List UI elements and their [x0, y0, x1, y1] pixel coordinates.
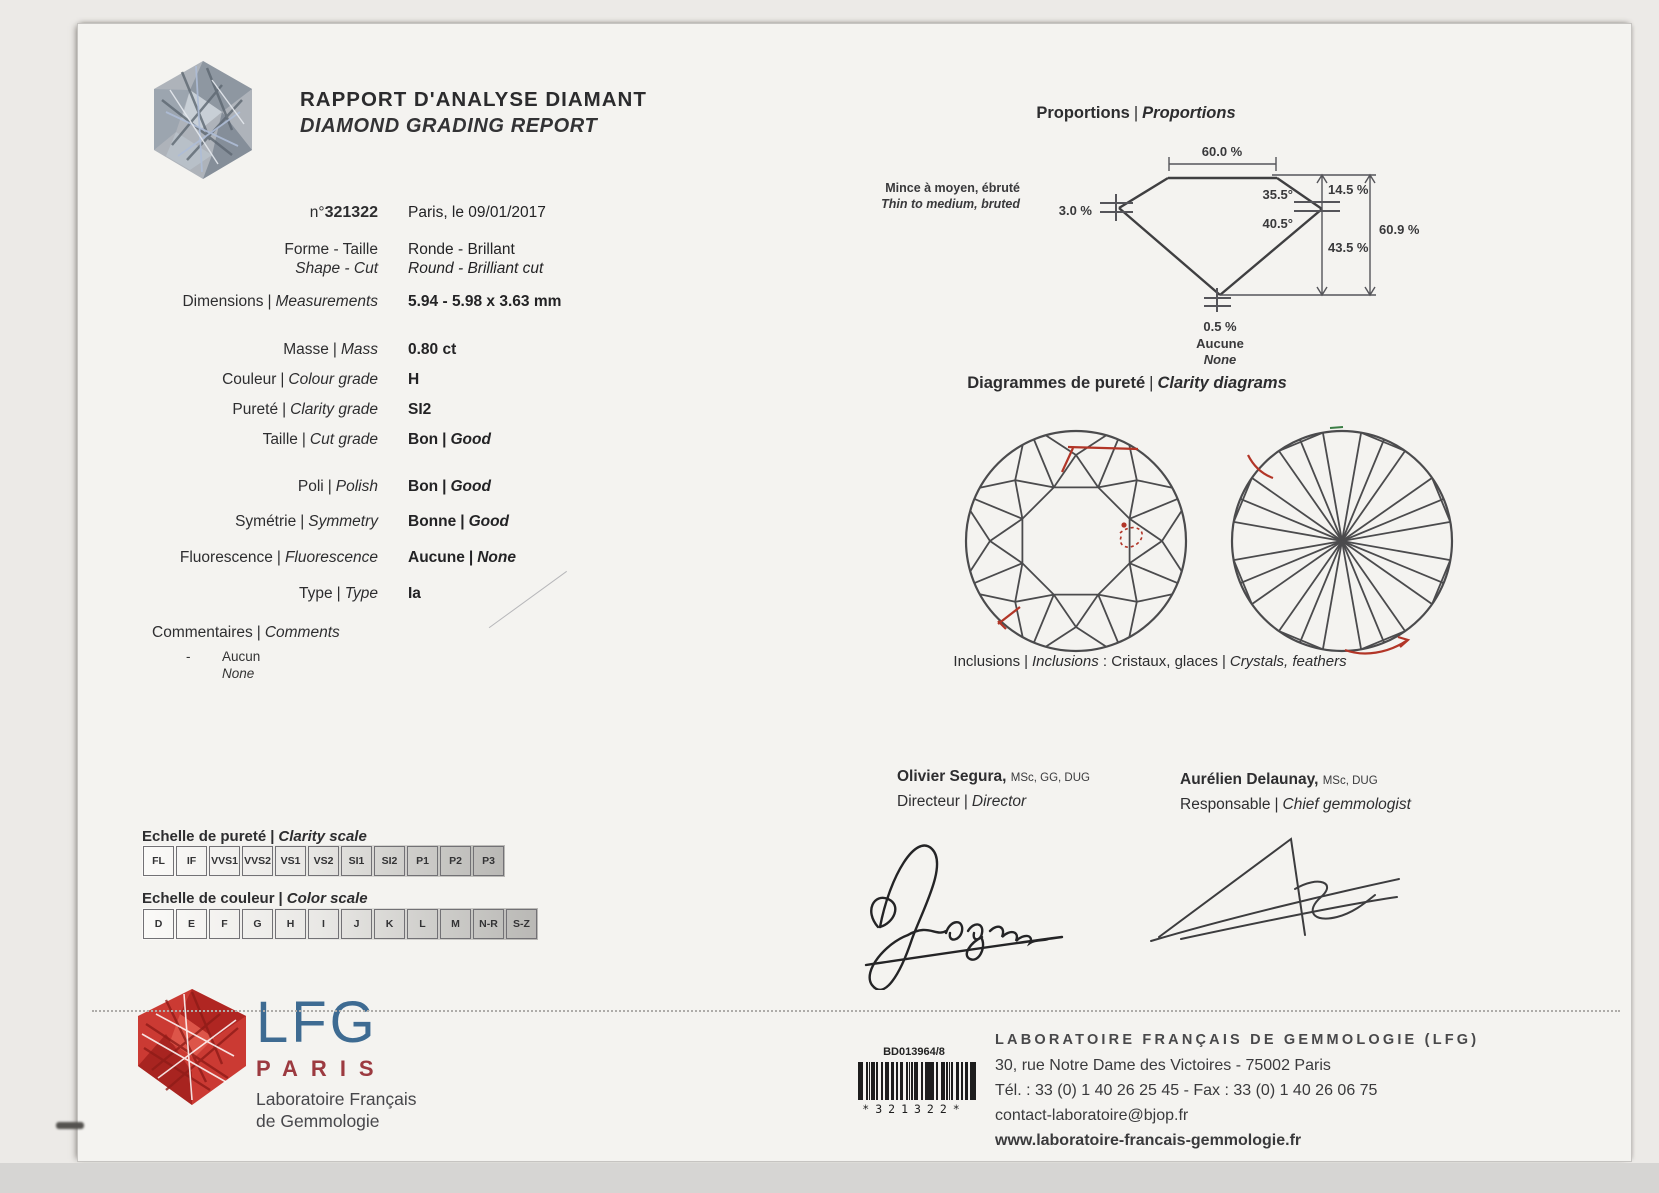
cut-label: Taille | Cut grade [262, 431, 378, 448]
symmetry-value: Bonne | Good [408, 513, 510, 530]
crown-height-label: 14.5 % [1328, 182, 1369, 197]
color-grade-cell: M [440, 909, 471, 939]
pavilion-view-diagram [1232, 427, 1452, 653]
signature-segura [850, 815, 1080, 990]
clarity-grade-cell: FL [143, 846, 174, 876]
lfg-wordmark: LFG [256, 990, 378, 1055]
report-date: Paris, le 09/01/2017 [408, 204, 546, 221]
color-grade-cell: H [275, 909, 306, 939]
girdle-desc-fr: Mince à moyen, ébruté [885, 181, 1020, 195]
cut-row [78, 430, 718, 449]
symmetry-row [78, 512, 718, 531]
clarity-label: Pureté | Clarity grade [232, 401, 378, 418]
inclusions-caption: Inclusions | Inclusions : Cristaux, glaces | Crystals, feathers [953, 653, 1347, 670]
report-page [78, 24, 1631, 1161]
shape-label: Forme - Taille Shape - Cut [284, 241, 378, 277]
shape-value: Ronde - Brillant Round - Brilliant cut [408, 241, 544, 277]
lab-contact-info [995, 1028, 1479, 1153]
table-size-label: 60.0 % [1201, 144, 1243, 159]
color-grade-cell: S-Z [506, 909, 537, 939]
color-grade-cell: F [209, 909, 240, 939]
girdle-desc-en: Thin to medium, bruted [881, 197, 1020, 211]
dimensions-row [78, 292, 718, 311]
barcode-digits: *321322* [862, 1102, 966, 1116]
type-value: Ia [408, 585, 421, 602]
report-number-row [78, 203, 718, 222]
color-grade-cell: J [341, 909, 372, 939]
clarity-scale-title: Echelle de pureté | Clarity scale [142, 828, 367, 845]
barcode [858, 1062, 976, 1100]
clarity-scale [142, 845, 505, 877]
clarity-row [78, 400, 718, 419]
lab-phone: Tél. : 33 (0) 1 40 26 25 45 - Fax : 33 (0) 1 40 26 06 75 [995, 1082, 1378, 1099]
fluorescence-value: Aucune | None [408, 549, 516, 566]
total-depth-label: 60.9 % [1379, 222, 1420, 237]
lab-address: 30, rue Notre Dame des Victoires - 75002 Paris [995, 1057, 1331, 1074]
mass-label: Masse | Mass [283, 341, 378, 358]
pavilion-angle-label: 40.5° [1262, 216, 1293, 231]
comments-label: Commentaires | Comments [152, 624, 340, 641]
scan-background-band [0, 1163, 1659, 1193]
color-grade-cell: K [374, 909, 405, 939]
color-scale-title: Echelle de couleur | Color scale [142, 890, 368, 907]
lfg-subtitle: Laboratoire Français de Gemmologie [256, 1089, 417, 1131]
clarity-grade-cell: P3 [473, 846, 504, 876]
proportions-diagram [870, 140, 1450, 385]
symmetry-label: Symétrie | Symmetry [235, 513, 378, 530]
culet-pct-label: 0.5 % [1203, 319, 1237, 334]
clarity-grade-cell: P1 [407, 846, 438, 876]
crown-view-diagram [966, 431, 1186, 651]
cut-value: Bon | Good [408, 431, 491, 448]
signer-director: Olivier Segura, MSc, GG, DUG Directeur | Director [897, 768, 1090, 810]
hologram-seal [152, 60, 254, 180]
signer-gemmologist: Aurélien Delaunay, MSc, DUG Responsable | Chief gemmologist [1180, 771, 1411, 813]
color-scale [142, 908, 538, 940]
shape-row [78, 240, 718, 278]
clarity-grade-cell: VVS1 [209, 846, 240, 876]
culet-en-label: None [1203, 352, 1237, 367]
lab-name: LABORATOIRE FRANÇAIS DE GEMMOLOGIE (LFG) [995, 1032, 1480, 1048]
clarity-grade-cell: IF [176, 846, 207, 876]
colour-row [78, 370, 718, 389]
mass-row [78, 340, 718, 359]
dimensions-value: 5.94 - 5.98 x 3.63 mm [408, 293, 562, 310]
clarity-grade-cell: P2 [440, 846, 471, 876]
lab-email: contact-laboratoire@bjop.fr [995, 1107, 1189, 1124]
signature-delaunay [1145, 825, 1405, 955]
clarity-grade-cell: VS1 [275, 846, 306, 876]
crown-angle-label: 35.5° [1262, 187, 1293, 202]
type-label: Type | Type [299, 585, 378, 602]
colour-label: Couleur | Colour grade [222, 371, 378, 388]
scan-smudge [56, 1122, 84, 1129]
perforation-line [92, 1010, 1620, 1012]
proportions-title: Proportions | Proportions [1036, 104, 1236, 122]
pavilion-depth-label: 43.5 % [1328, 240, 1369, 255]
colour-value: H [408, 371, 420, 388]
barcode-label: BD013964/8 [883, 1046, 945, 1058]
clarity-diagrams [955, 423, 1485, 673]
report-title-fr: RAPPORT D'ANALYSE DIAMANT [300, 88, 647, 111]
girdle-pct-label: 3.0 % [1058, 203, 1092, 218]
polish-row [78, 477, 718, 496]
report-number: n°321322 [309, 204, 378, 221]
lfg-logo-text [256, 992, 417, 1132]
report-title-en: DIAMOND GRADING REPORT [300, 115, 598, 137]
clarity-grade-cell: SI1 [341, 846, 372, 876]
lfg-logo-crystal [136, 986, 248, 1108]
culet-fr-label: Aucune [1196, 336, 1244, 351]
color-grade-cell: E [176, 909, 207, 939]
clarity-diagrams-title: Diagrammes de pureté | Clarity diagrams [967, 374, 1287, 392]
clarity-grade-cell: VS2 [308, 846, 339, 876]
color-grade-cell: L [407, 909, 438, 939]
report-title [300, 86, 647, 140]
fluorescence-label: Fluorescence | Fluorescence [179, 549, 378, 566]
clarity-grade-cell: SI2 [374, 846, 405, 876]
dimensions-label: Dimensions | Measurements [182, 293, 378, 310]
polish-value: Bon | Good [408, 478, 491, 495]
color-grade-cell: I [308, 909, 339, 939]
lfg-paris: PARIS [256, 1056, 387, 1081]
comments-value: - Aucun None [186, 649, 261, 681]
color-grade-cell: D [143, 909, 174, 939]
crown-inclusion-dot [1121, 522, 1126, 527]
fluorescence-row [78, 548, 718, 567]
color-grade-cell: G [242, 909, 273, 939]
clarity-value: SI2 [408, 401, 432, 418]
pavilion-green-mark [1330, 427, 1343, 428]
color-grade-cell: N-R [473, 909, 504, 939]
type-row [78, 584, 718, 603]
polish-label: Poli | Polish [297, 478, 378, 495]
lab-website: www.laboratoire-francais-gemmologie.fr [995, 1132, 1302, 1149]
mass-value: 0.80 ct [408, 341, 457, 358]
clarity-grade-cell: VVS2 [242, 846, 273, 876]
